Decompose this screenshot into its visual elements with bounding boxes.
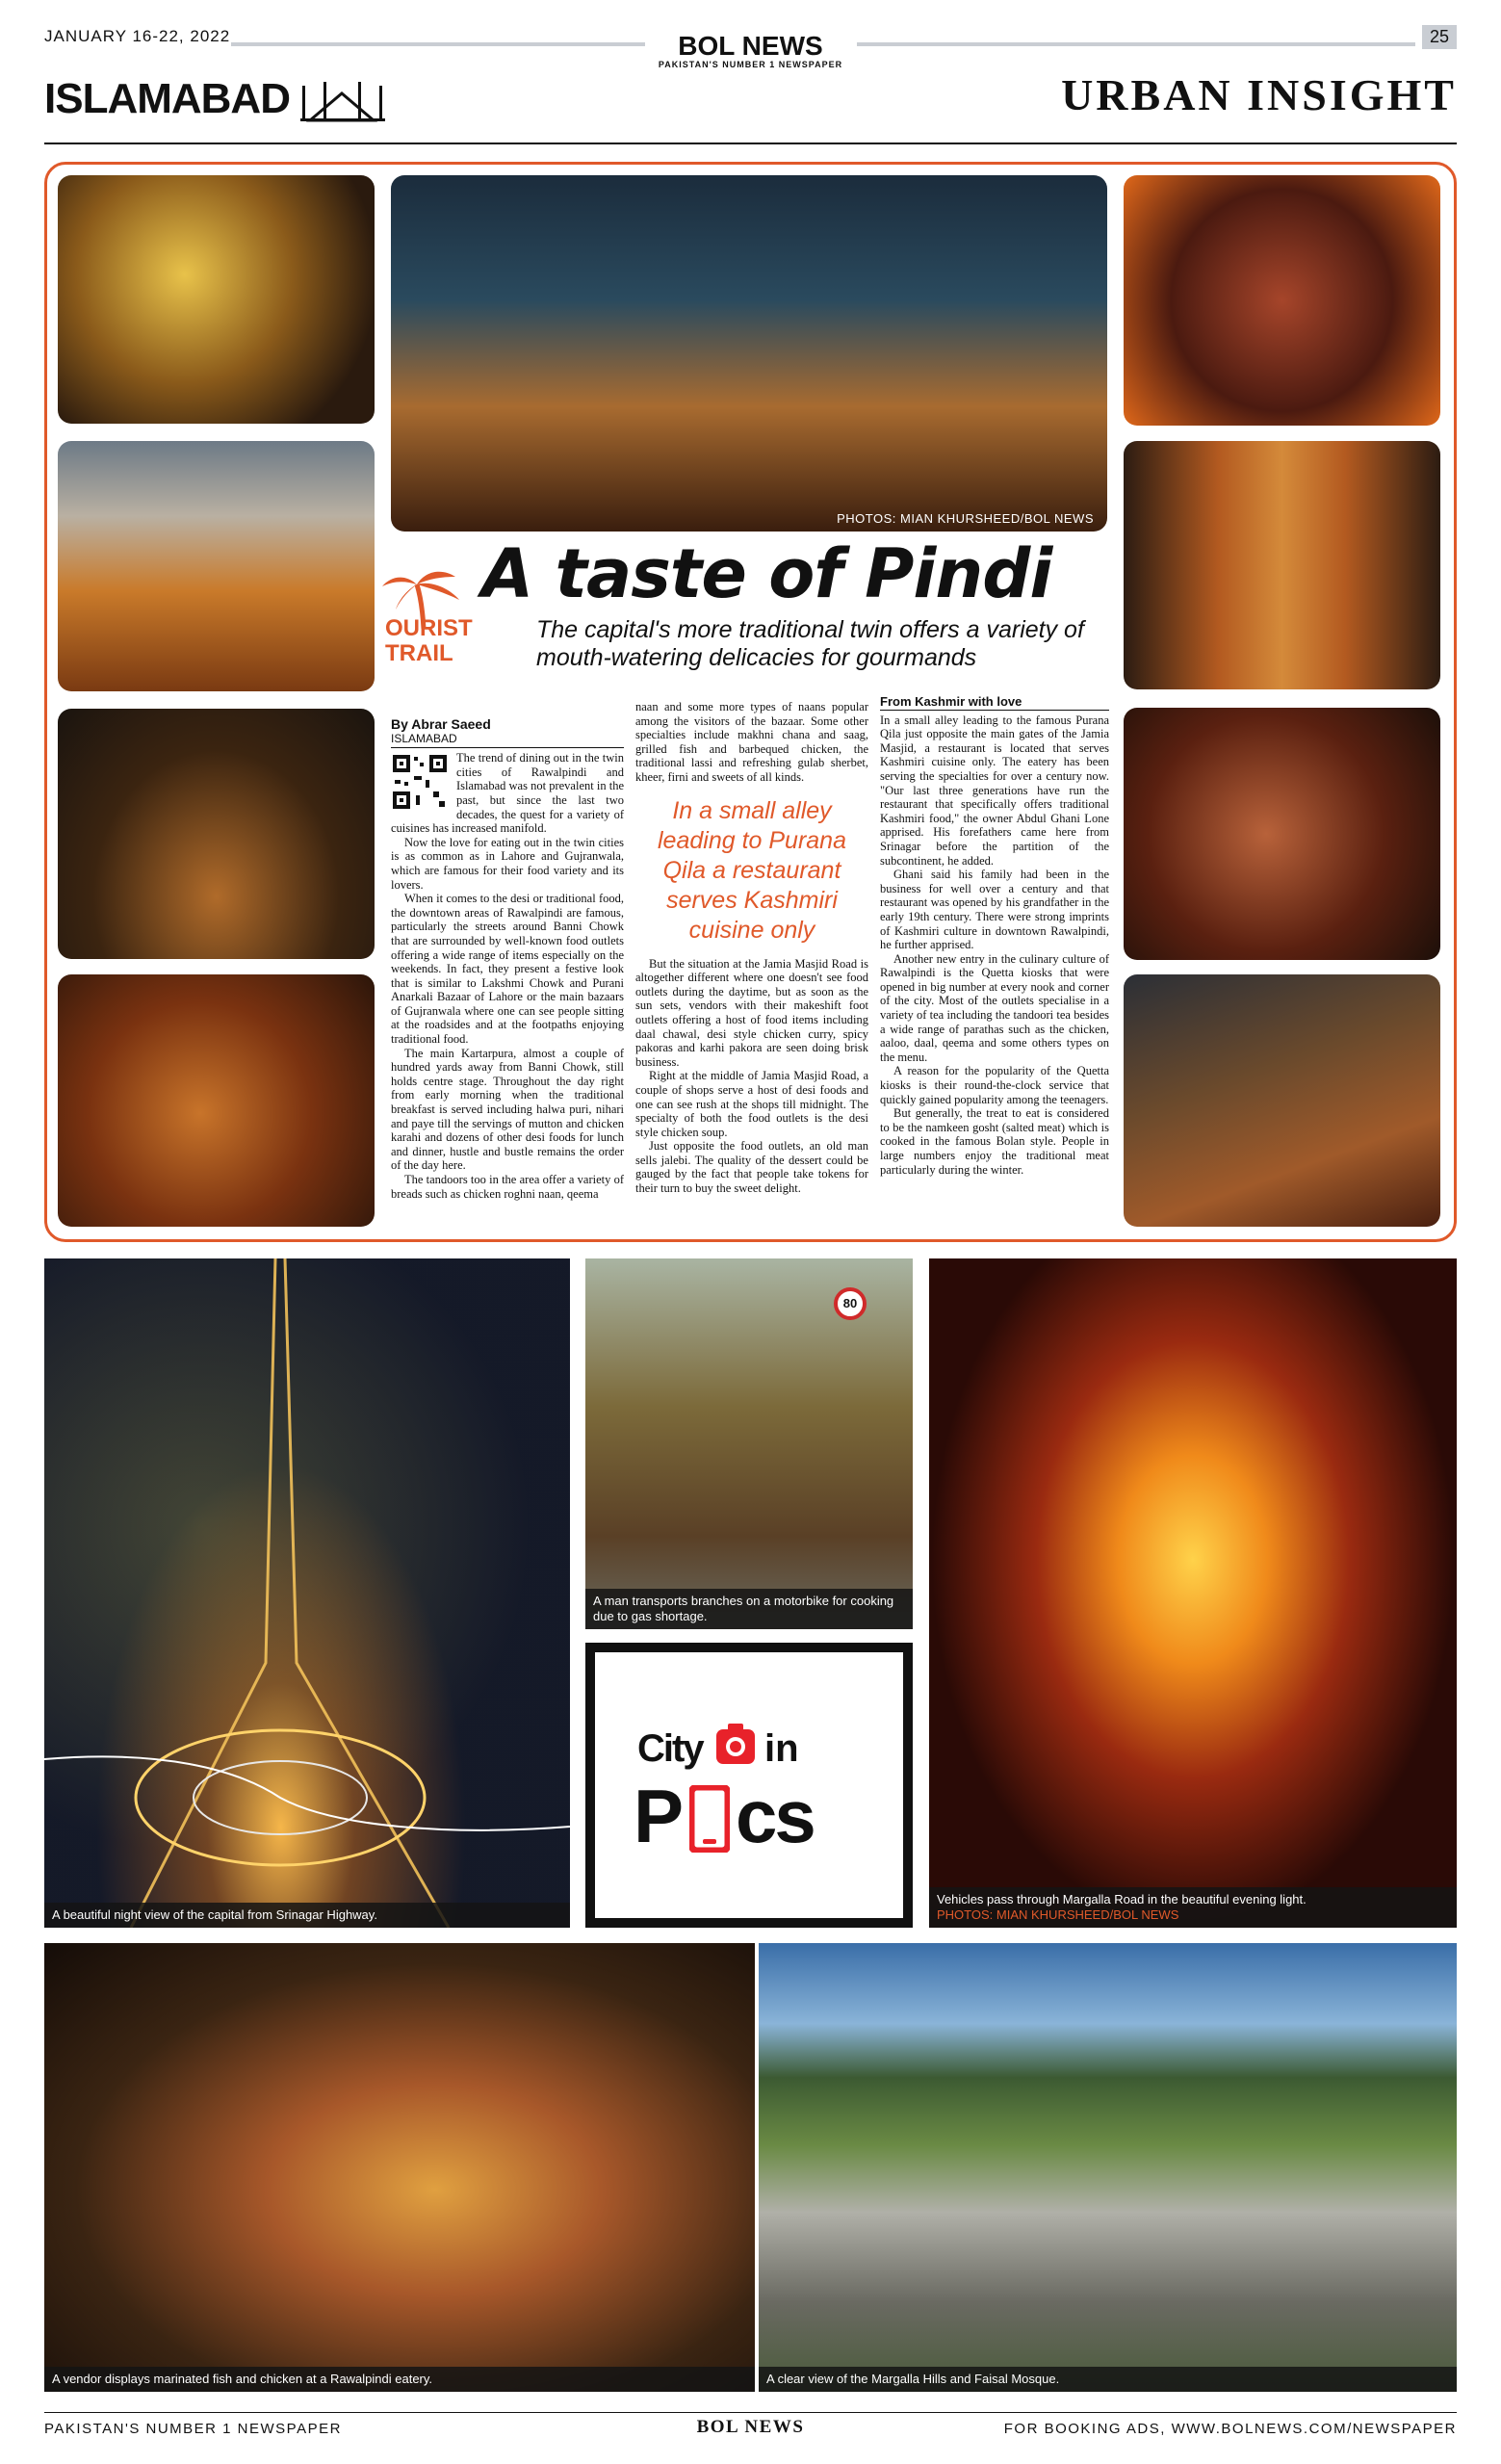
col1-para-3: When it comes to the desi or traditional food, the downtown areas of Rawalpindi are famous, particularly the streets around Banni Chowk that are surrounded by well-known food outlets offering a wide range of items especially on the weekends. In fact, they present a festive look that is similar to Lakshmi Chowk and Purani Anarkali Bazaar of Lahore or the main bazaars of Gujranwala where one can see people sitting at the roadsides and at the footpaths enjoying traditional food. bbox=[391, 892, 624, 1047]
photo-frying-pan bbox=[58, 709, 375, 959]
photo-fish-vendor bbox=[44, 1943, 755, 2392]
photo-night-view bbox=[44, 1258, 570, 1928]
logo-in-word: in bbox=[764, 1727, 799, 1770]
tourist-trail-label bbox=[385, 616, 473, 666]
masthead-logo[interactable] bbox=[0, 31, 1501, 69]
photo-margalla-road-sunset bbox=[929, 1258, 1457, 1928]
smartphone-icon bbox=[689, 1785, 730, 1853]
photo-credit: PHOTOS: MIAN KHURSHEED/BOL NEWS bbox=[837, 511, 1094, 526]
photo-roast-chicken bbox=[58, 175, 375, 424]
photo-lamb-chops bbox=[1124, 708, 1440, 960]
photo-cooking-pot bbox=[58, 441, 375, 691]
section-title: URBAN INSIGHT bbox=[1061, 70, 1457, 119]
photo-motorbike-branches bbox=[585, 1258, 913, 1629]
photo-margalla-hills-faisal-mosque bbox=[759, 1943, 1457, 2392]
dateline: ISLAMABAD bbox=[391, 732, 624, 749]
city-title bbox=[44, 75, 385, 123]
feature-subhead: The capital's more traditional twin offers a variety of mouth-watering delicacies for gourmands bbox=[536, 616, 1084, 671]
masthead-tagline: PAKISTAN'S NUMBER 1 NEWSPAPER bbox=[658, 60, 843, 69]
footer-rule bbox=[44, 2412, 1457, 2413]
qr-code-icon[interactable] bbox=[391, 753, 449, 811]
footer-booking-link[interactable]: FOR BOOKING ADS, WWW.BOLNEWS.COM/NEWSPAPER bbox=[1003, 2421, 1457, 2437]
col1-para-5: The tandoors too in the area offer a variety of breads such as chicken roghni naan, qeema bbox=[391, 1173, 624, 1201]
feature-headline: A taste of Pindi bbox=[481, 534, 1052, 613]
sunset-credit: PHOTOS: MIAN KHURSHEED/BOL NEWS bbox=[937, 1907, 1179, 1922]
col3-para-1: In a small alley leading to the famous Purana Qila just opposite the main gates of the Jamia Masjid, a restaurant is located that serves Kashmiri cuisine only. The eatery has been serving the specialties for over a century now. "Our last three generations have run the restaurant that specifically offers traditional Kashmiri food," the owner Abdul Ghani Lone apprised. His forefathers came here from Srinagar before the partition of the subcontinent, he added. bbox=[880, 713, 1109, 868]
logo-city-word: City bbox=[637, 1727, 703, 1770]
mosque-skyline-icon bbox=[300, 80, 385, 122]
article-column-1 bbox=[391, 717, 624, 1201]
col3-para-5: But generally, the treat to eat is considered to be the namkeen gosht (salted meat) which is cooked in the famous Bolan style. People in large numbers enjoy the traditional meat particularly during the winter. bbox=[880, 1106, 1109, 1177]
night-view-caption: A beautiful night view of the capital from Srinagar Highway. bbox=[44, 1903, 570, 1928]
col1-para-2: Now the love for eating out in the twin cities is as common as in Lahore and Gujranwala, which are famous for their food variety and its lovers. bbox=[391, 835, 624, 892]
pull-quote: In a small alley leading to Purana Qila a restaurant serves Kashmiri cuisine only bbox=[658, 796, 846, 944]
col3-para-4: A reason for the popularity of the Quetta kiosks is their round-the-clock service that quickly gained popularity among the teenagers. bbox=[880, 1064, 1109, 1106]
sunset-caption: Vehicles pass through Margalla Road in the beautiful evening light. bbox=[937, 1892, 1307, 1906]
photo-burgers-grill bbox=[1124, 175, 1440, 426]
city-in-pics-logo bbox=[585, 1643, 913, 1928]
speed-sign: 80 bbox=[834, 1287, 867, 1320]
byline: By Abrar Saeed bbox=[391, 716, 491, 732]
logo-p-letter: P bbox=[634, 1774, 685, 1858]
article-column-3 bbox=[880, 695, 1109, 1177]
col2-para-top: naan and some more types of naans popular among the visitors of the bazaar. Some other specialties include makhni chana and saag, grilled fish and barbequed chicken, the traditional lassi and refreshing gulab sherbet, kheer, firni and sweets of all kinds. bbox=[635, 700, 868, 784]
city-name: ISLAMABAD bbox=[44, 75, 290, 122]
col2-para-2: Right at the middle of Jamia Masjid Road, a couple of shops serve a host of desi foods and one can see rush at the shops till midnight. The specialty of both the food outlets is the desi style chicken soup. bbox=[635, 1069, 868, 1139]
highway-lights-icon bbox=[44, 1258, 570, 1928]
sunset-caption-block bbox=[929, 1887, 1457, 1928]
col3-para-2: Ghani said his family had been in the business for well over a century and that restaurant was opened by his grandfather in the early 19th century. There were strong imprints of Kashmiri culture in downtown Rawalpindi, he further apprised. bbox=[880, 868, 1109, 952]
photo-barbecue-chef bbox=[391, 175, 1107, 532]
col3-para-3: Another new entry in the culinary culture of Rawalpindi is the Quetta kiosks that were opened in big number at every nook and corner of the city. Most of the outlets specialise in a variety of tea including the tandoori tea besides a wide range of parathas such as the chicken, aaloo, daal, qeema and some others types on the menu. bbox=[880, 951, 1109, 1064]
col2-para-1: But the situation at the Jamia Masjid Road is altogether different where one doesn't see food outlets during the daytime, but as soon as the sun sets, vendors with their makeshift foot outlets offering a host of food items including daal chawal, desi style chicken curry, spicy pakoras and karhi pakora are seen doing brisk business. bbox=[635, 956, 868, 1069]
col2-para-3: Just opposite the food outlets, an old man sells jalebi. The quality of the dessert could be gauged by the fact that people take tokens for their turn to buy the sweet delight. bbox=[635, 1139, 868, 1196]
logo-cs-letters: cs bbox=[736, 1774, 814, 1858]
col1-para-1: The trend of dining out in the twin cities of Rawalpindi and Islamabad was not prevalent in the past, but since the last two decades, the quest for a variety of cuisines has increased manifold. bbox=[391, 751, 624, 836]
tourist-trail-line-2: TRAIL bbox=[385, 640, 453, 666]
issue-date: JANUARY 16-22, 2022 bbox=[44, 27, 231, 45]
photo-seekh-kebabs bbox=[1124, 974, 1440, 1227]
margalla-caption: A clear view of the Margalla Hills and Faisal Mosque. bbox=[759, 2367, 1457, 2392]
page-number: 25 bbox=[1422, 25, 1457, 49]
photo-chicken-skewers bbox=[1124, 441, 1440, 689]
footer-logo[interactable]: BOL NEWS bbox=[696, 2417, 805, 2437]
vendor-caption: A vendor displays marinated fish and chicken at a Rawalpindi eatery. bbox=[44, 2367, 755, 2392]
photo-curry bbox=[58, 974, 375, 1227]
footer-tagline: PAKISTAN'S NUMBER 1 NEWSPAPER bbox=[44, 2421, 342, 2437]
header-rule bbox=[44, 143, 1457, 144]
tourist-trail-line-1: OURIST bbox=[385, 615, 473, 641]
col3-subheading: From Kashmir with love bbox=[880, 695, 1109, 711]
motorbike-caption: A man transports branches on a motorbike for cooking due to gas shortage. bbox=[585, 1589, 913, 1629]
col1-para-4: The main Kartarpura, almost a couple of hundred yards away from Banni Chowk, still holds centre stage. Throughout the day right from early morning when the traditional breakfast is served including halwa puri, nihari and paye till the servings of mutton and chicken karahi and dozens of other desi foods for lunch and dinner, hustle and bustle remains the order of the day here. bbox=[391, 1046, 624, 1173]
article-column-2 bbox=[635, 700, 868, 1196]
camera-icon bbox=[714, 1722, 757, 1768]
masthead-name: BOL NEWS bbox=[678, 31, 823, 61]
